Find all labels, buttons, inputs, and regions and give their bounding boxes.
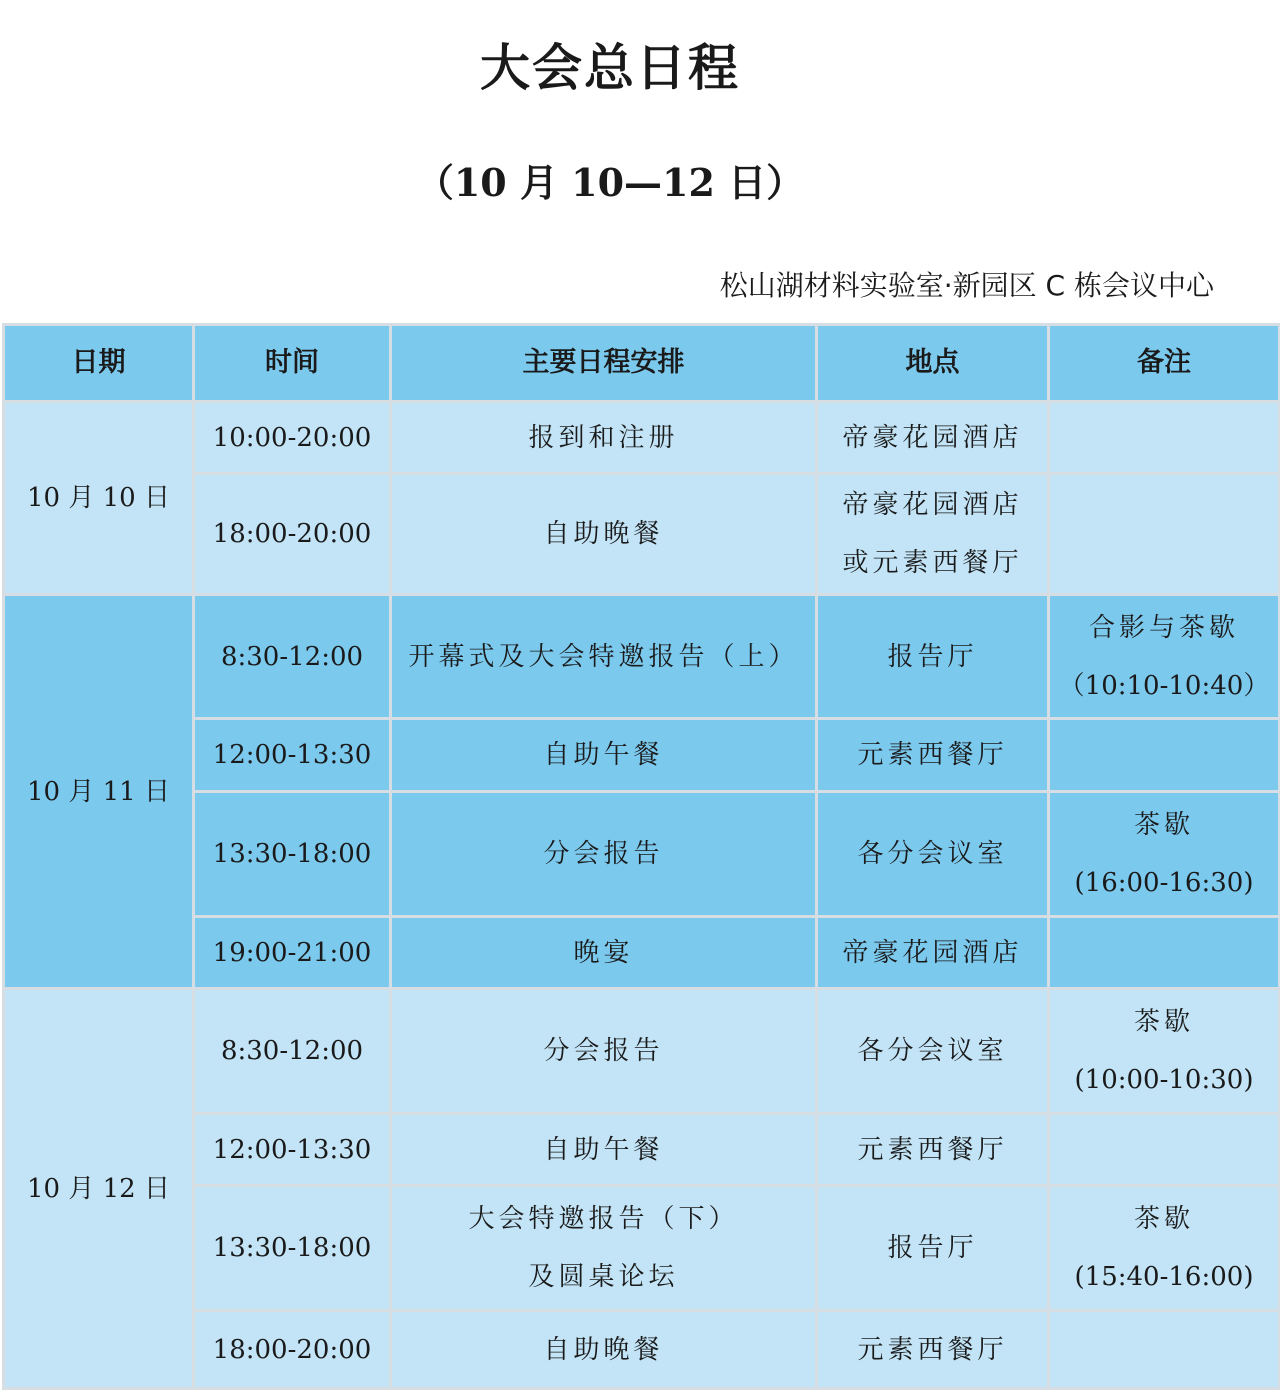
header-event: 主要日程安排 bbox=[391, 325, 817, 402]
note-line: (16:00-16:30) bbox=[1074, 868, 1254, 898]
event-cell: 晚宴 bbox=[391, 917, 817, 989]
note-line: 合影与茶歇 bbox=[1088, 612, 1239, 643]
location-cell: 各分会议室 bbox=[817, 792, 1049, 917]
time-cell: 12:00-13:30 bbox=[194, 1114, 391, 1186]
time-cell: 8:30-12:00 bbox=[194, 989, 391, 1114]
time-cell: 18:00-20:00 bbox=[194, 1311, 391, 1389]
table-row bbox=[4, 719, 1280, 792]
note-cell bbox=[1049, 1114, 1280, 1186]
location-line: 帝豪花园酒店 bbox=[842, 490, 1023, 520]
header-location: 地点 bbox=[817, 325, 1049, 402]
note-line: 茶歇 bbox=[1133, 1204, 1194, 1234]
time-cell: 13:30-18:00 bbox=[194, 792, 391, 917]
note-line: (15:40-16:00) bbox=[1074, 1262, 1254, 1292]
location-cell bbox=[817, 474, 1049, 595]
date-cell: 10 月 11 日 bbox=[4, 595, 194, 989]
location-cell: 元素西餐厅 bbox=[817, 1311, 1049, 1389]
note-cell bbox=[1049, 1311, 1280, 1389]
note-cell bbox=[1049, 474, 1280, 595]
location-cell: 报告厅 bbox=[817, 1186, 1049, 1311]
note-line: (10:00-10:30) bbox=[1074, 1065, 1254, 1095]
location-cell: 帝豪花园酒店 bbox=[817, 917, 1049, 989]
header-date: 日期 bbox=[4, 325, 194, 402]
time-cell: 18:00-20:00 bbox=[194, 474, 391, 595]
time-cell: 19:00-21:00 bbox=[194, 917, 391, 989]
event-cell: 报到和注册 bbox=[391, 402, 817, 474]
date-cell: 10 月 12 日 bbox=[4, 989, 194, 1389]
note-line: 茶歇 bbox=[1133, 1007, 1194, 1037]
note-line: 茶歇 bbox=[1133, 810, 1194, 840]
location-cell: 帝豪花园酒店 bbox=[817, 402, 1049, 474]
note-cell bbox=[1049, 989, 1280, 1114]
event-cell: 自助午餐 bbox=[391, 719, 817, 792]
location-cell: 各分会议室 bbox=[817, 989, 1049, 1114]
table-row bbox=[4, 1114, 1280, 1186]
event-line: 及圆桌论坛 bbox=[528, 1262, 679, 1292]
event-cell: 自助晚餐 bbox=[391, 1311, 817, 1389]
table-row bbox=[4, 917, 1280, 989]
table-row bbox=[4, 1186, 1280, 1311]
table-row bbox=[4, 402, 1280, 474]
table-row bbox=[4, 1311, 1280, 1389]
header-time: 时间 bbox=[194, 325, 391, 402]
date-range-subtitle: （10 月 10—12 日） bbox=[415, 160, 805, 205]
event-cell: 自助午餐 bbox=[391, 1114, 817, 1186]
event-cell: 分会报告 bbox=[391, 792, 817, 917]
note-cell bbox=[1049, 719, 1280, 792]
page-title: 大会总日程 bbox=[480, 39, 740, 97]
time-cell: 8:30-12:00 bbox=[194, 595, 391, 719]
event-cell: 分会报告 bbox=[391, 989, 817, 1114]
note-cell bbox=[1049, 917, 1280, 989]
event-cell: 自助晚餐 bbox=[391, 474, 817, 595]
note-cell bbox=[1049, 792, 1280, 917]
note-cell bbox=[1049, 1186, 1280, 1311]
note-line: （10:10-10:40） bbox=[1058, 670, 1270, 701]
table-row bbox=[4, 474, 1280, 595]
table-row bbox=[4, 595, 1280, 719]
location-cell: 元素西餐厅 bbox=[817, 719, 1049, 792]
note-cell bbox=[1049, 402, 1280, 474]
event-cell: 开幕式及大会特邀报告（上） bbox=[391, 595, 817, 719]
note-cell bbox=[1049, 595, 1280, 719]
location-cell: 报告厅 bbox=[817, 595, 1049, 719]
event-cell bbox=[391, 1186, 817, 1311]
event-line: 大会特邀报告（下） bbox=[468, 1204, 739, 1234]
header-note: 备注 bbox=[1049, 325, 1280, 402]
table-row bbox=[4, 989, 1280, 1114]
date-cell: 10 月 10 日 bbox=[4, 402, 194, 595]
venue-label: 松山湖材料实验室·新园区 C 栋会议中心 bbox=[719, 269, 1214, 302]
header-row bbox=[4, 325, 1280, 402]
schedule-table bbox=[2, 323, 1280, 1390]
table-row bbox=[4, 792, 1280, 917]
location-line: 或元素西餐厅 bbox=[842, 548, 1023, 578]
time-cell: 10:00-20:00 bbox=[194, 402, 391, 474]
time-cell: 12:00-13:30 bbox=[194, 719, 391, 792]
location-cell: 元素西餐厅 bbox=[817, 1114, 1049, 1186]
time-cell: 13:30-18:00 bbox=[194, 1186, 391, 1311]
